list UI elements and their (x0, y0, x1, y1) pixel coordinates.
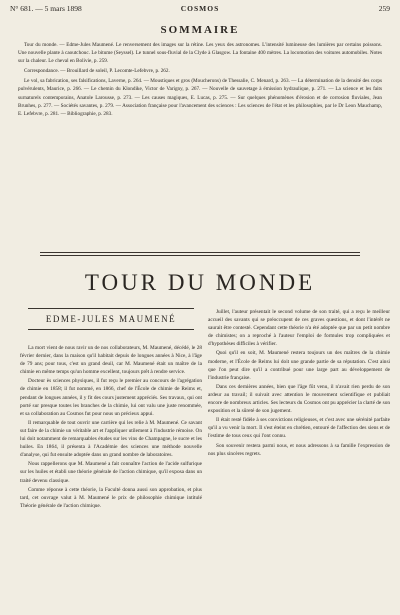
article-paragraph: Il remarquable de tout ouvrir une carrière qui les relie à M. Maumené. Ce savant sut faire de la chimie un véritable art et l'appliquer utilement à l'industrie rémoise. On lui doit notamment de remarquables études sur les vins de Champagne, le sucre et les huiles. En 1864, il présenta à l'Académie des sciences une méthode nouvelle d'analyse, qui fut ensuite adoptée dans un grand nombre de laboratoires. (20, 419, 202, 459)
sommaire-paragraph: Le vol, sa fabrication, ses falsifications, Laverne, p. 264. — Moustiques et gros (Moucherons) de Thessalie, C. Menard, p. 263. — La détermination de la densité des corps pulvérulents, Maurice, p. 266. — Le chemin du Klondike, Victor de Varigny, p. 267. — Nouvelle de sauvetage à émission hydraulique, p. 271. — La science et les faits surnaturels contemporains, Anatole Larousse, p. 273. — Les causes magiques, E. Lucas, p. 275. — Sur quelques phénomènes d'érosion et de corrosion fluviales, Jean Brunhes, p. 277. — Sociétés savantes, p. 279. — Association française pour l'avancement des sciences : Les sciences de l'état et les philosophies, par le Dr Leon Mauchamp, E. Lefebvre, p. 281. — Bibliographie, p. 283. (18, 78, 382, 117)
sommaire-paragraph: Correspondance. — Brouillard de soleil, P. Lecomte-Lefebvre, p. 262. (24, 68, 170, 75)
page-number: 259 (378, 4, 390, 13)
sommaire-paragraph: Tour du monde. — Edme-Jules Maumené. Le renversement des images sur la rétine. Les yeux des astronomes. L'intensité lumineuse des lumières par certains poissons. Une nouvelle plante à caoutchouc. Le bitume (Seyssel). Le tunnel sous-fluvial de la Clyde à Glasgow. La fontaine 400 mètres. La locomotion des voitures automobiles. Notes sur la chaleur. Le cheval en Bolivie, p. 259. (18, 42, 382, 65)
article-paragraph: Docteur ès sciences physiques, il fut reçu le premier au concours de l'agrégation de chimie en 1858; il fut nommé, en 1866, chef de l'École de chimie de Reims et, pendant de longues années, il y fit des cours justement appréciés. Ses travaux, qui ont porté sur presque toutes les branches de la chimie, lui ont valu une juste renommée, et sa collaboration au Cosmos fut pour nous un précieux appui. (20, 378, 202, 417)
article-paragraph: Nous rappellerons que M. Maumené a fait connaître l'action de l'acide sulfurique sur les huiles et établi une théorie générale de l'action chimique, qu'il exposa dans un traité devenu classique. (20, 461, 202, 484)
article-paragraph: Comme réponse à cette théorie, la Faculté donna aussi son approbation, et plus tard, cet ouvrage valut à M. Maumené le prix de philosophie chimique intitulé Théorie générale de l'action chimique. (20, 486, 202, 509)
article-paragraph: Il était resté fidèle à ses convictions religieuses, et c'est avec une sérénité parfaite qu'il a vu venir la mort. Il s'est éteint en chrétien, entouré de l'affection des siens et de l'estime de tous ceux qui l'ont connu. (208, 417, 390, 440)
article-body-right (208, 308, 390, 608)
article-body-left (20, 344, 202, 608)
sommaire-heading: SOMMAIRE (160, 24, 240, 36)
section-title: TOUR DU MONDE (84, 270, 316, 295)
article-column-right (208, 308, 390, 608)
article-paragraph: Juillet, l'auteur présentait le second volume de son traité, qui a reçu le meilleur accueil des savants qui se préoccupent de ces graves questions, et dont l'intérêt ne saurait être contesté. Cependant cette théorie n'a été adoptée que par un petit nombre de chimistes; on a reproché à l'auteur l'emploi de formules trop compliquées et d'hypothèses difficiles à vérifier. (208, 309, 390, 348)
article-title: EDME-JULES MAUMENÉ (28, 308, 194, 330)
article-paragraph: Dans ces dernières années, bien que l'âge fût venu, il n'avait rien perdu de son ardeur au travail; il suivait avec attention le mouvement scientifique et publiait encore de nombreux articles. Ses lecteurs du Cosmos ont pu apprécier la clarté de son exposition et la sûreté de son jugement. (208, 383, 390, 415)
article-paragraph: Son souvenir restera parmi nous, et nous adressons à sa famille l'expression de nos plus sincères regrets. (208, 442, 390, 457)
article-paragraph: La mort vient de nous ravir un de nos collaborateurs, M. Maumené, décédé, le 28 février dernier, dans la maison qu'il habitait depuis de longues années à Nice, à l'âge de 79 ans; pour tous, c'est un grand deuil, car M. Maumené était un maître de la chimie en même temps qu'un homme excellent, toujours prêt à rendre service. (20, 345, 202, 376)
article-column-left (20, 308, 202, 608)
article-paragraph: Quoi qu'il en soit, M. Maumené restera toujours un des maîtres de la chimie moderne, et l'École de Reims lui doit une grande partie de sa réputation. C'est ainsi que l'on peut dire qu'il a contribué pour une large part au développement de l'industrie française. (208, 350, 390, 381)
sommaire-contents (18, 41, 382, 247)
double-rule-divider (40, 252, 360, 256)
running-head (10, 3, 390, 15)
journal-name: COSMOS (180, 4, 220, 13)
issue-number-date: N° 681. — 5 mars 1898 (10, 4, 82, 13)
